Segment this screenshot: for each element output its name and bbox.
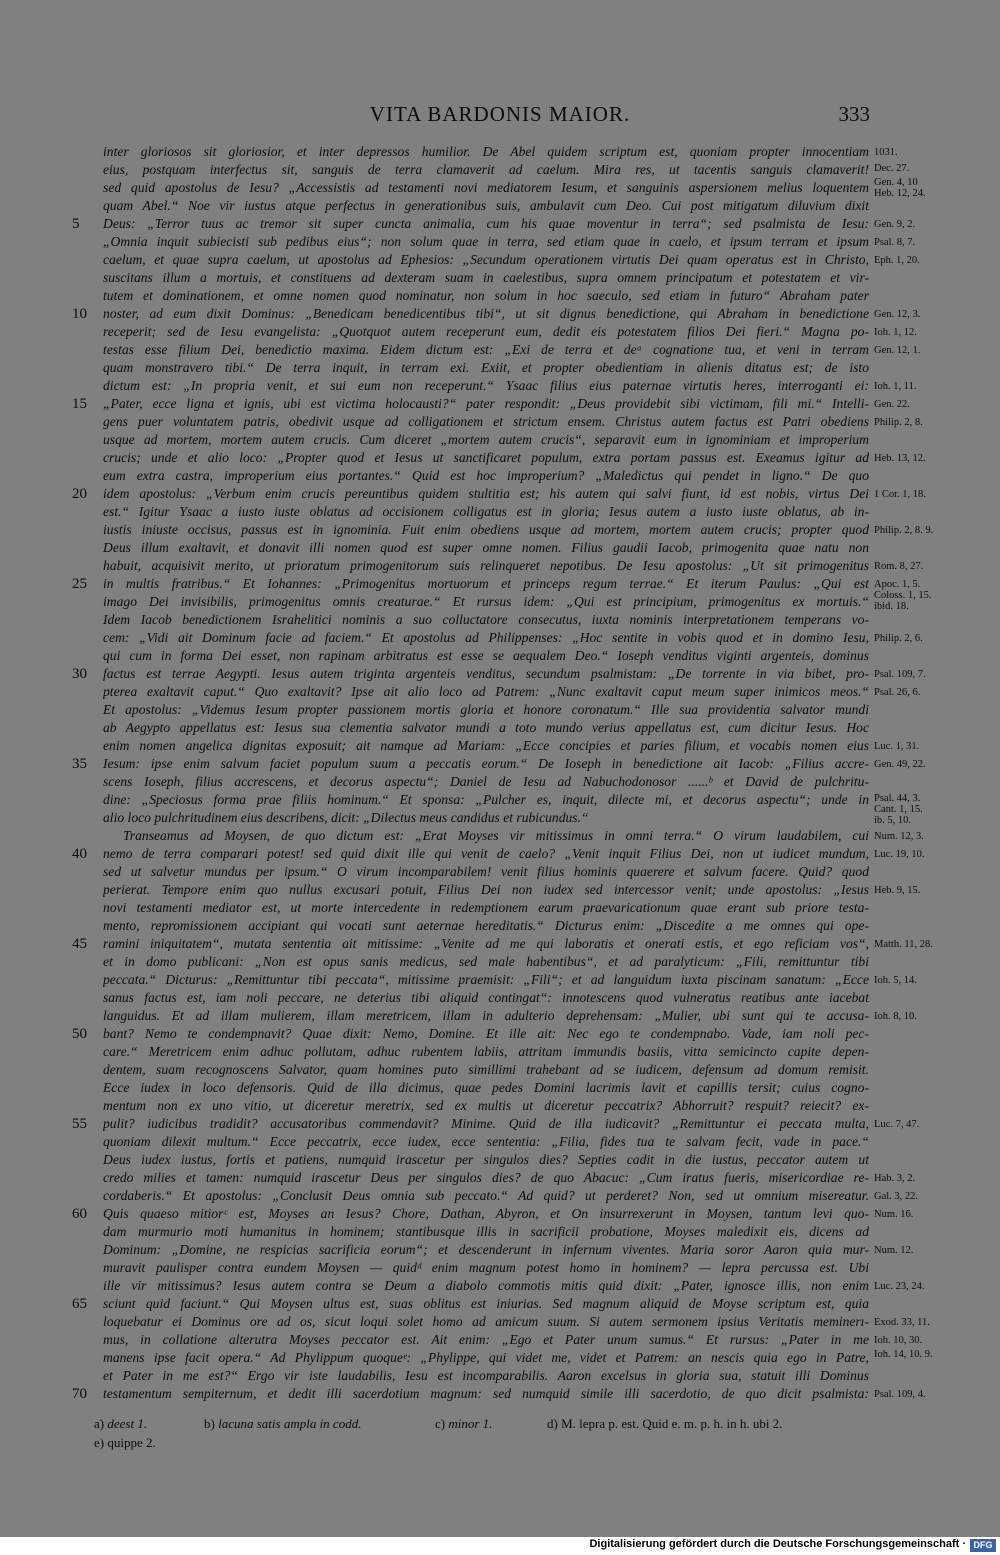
margin-note: Exod. 33, 11. xyxy=(874,1317,930,1328)
text-line: inter gloriosos sit gloriosior, et inter depressos humilior. De Abel quidem scriptum est, quoniam propter innocentiam xyxy=(103,144,869,159)
line-number: 25 xyxy=(72,576,87,592)
text-line: dine: „Speciosus forma prae filiis hominum.“ Et sponsa: „Pulcher es, inquit, dilecte mi, et decorus aspectu“; unde in xyxy=(103,792,869,807)
margin-note: Luc. 19, 10. xyxy=(874,849,925,860)
text-line: suscitans illum a mortuis, et constituens ad dexteram suam in caelestibus, supra omnem principatum et potestatem et vir- xyxy=(103,270,869,285)
text-line: Idem Iacob benedictionem Israhelitici nominis a suo colluctatore consecutus, iuxta nominis interpretationem temperans vo- xyxy=(103,612,869,627)
margin-note: Num. 12. xyxy=(874,1245,914,1256)
text-line: est.“ Igitur Ysaac a iusto iuste oblatus ad occisionem colligatus est in gloria; Iesus autem a iusto iuste oblatus, ab in- xyxy=(103,504,869,519)
line-number: 15 xyxy=(72,396,87,412)
margin-note: ibid. 18. xyxy=(874,601,909,612)
footnote-d xyxy=(547,1416,782,1432)
text-line: in multis fratribus.“ Et Iohannes: „Primogenitus mortuorum et princeps regum terrae.“ Et iterum Paulus: „Qui est xyxy=(103,576,869,591)
footnote-text: quippe 2. xyxy=(107,1435,156,1450)
text-line: qui cum in forma Dei esset, non rapinam arbitratus est esse se aequalem Deo.“ Ioseph venditus viginti argenteis, dominus xyxy=(103,648,869,663)
line-number: 5 xyxy=(72,216,80,232)
text-line: Iesum: ipse enim salvum faciet populum suum a peccatis eorum.“ De Ioseph in benedictione ait Iacob: „Filius accre- xyxy=(103,756,869,771)
margin-note: Cant. 1, 15. xyxy=(874,804,923,815)
text-line: care.“ Meretricem enim adhuc pollutam, adhuc rubentem labiis, attritam immundis basiis, vitta semicincto capite depen- xyxy=(103,1044,869,1059)
text-line: sed quid apostolus de Iesu? „Accessistis ad testamenti novi mediatorem Iesum, et sanguinis aspersionem melius loquentem xyxy=(103,180,869,195)
text-line: idem apostolus: „Verbum enim crucis pereuntibus quidem stultitia est; his autem qui salvi fiunt, id est nobis, virtus Dei xyxy=(103,486,869,501)
text-line: crucis; unde et alio loco: „Propter quod et Iesus ut sanctificaret populum, extra portam passus est. Exeamus igitur ad xyxy=(103,450,869,465)
text-line: loquebatur ei Dominus ore ad os, sicut loqui solet homo ad amicum suum. Si autem sermonem ipsius Veritatis meminerı- xyxy=(103,1314,869,1329)
text-line: credo milies et tamen: numquid irascetur Deus per singulos dies? de quo Abacuc: „Cum iratus fueris, misericordiae re- xyxy=(103,1170,869,1185)
text-line: alio loco pulchritudinem eius describens, dicit: „Dilectus meus candidus et rubicundus.“ xyxy=(103,810,589,825)
text-line: cem: „Vidi ait Dominum facie ad faciem.“ Et apostolus ad Philippenses: „Hoc sentite in vobis quod et in domino Iesu, xyxy=(103,630,869,645)
text-line: Ecce iudex in loco defensoris. Quid de illa dicimus, quae pedes Domini lacrimis lavit et capillis tersit; cuius cogno- xyxy=(103,1080,869,1095)
footnote-mark: c) xyxy=(435,1416,446,1431)
page-number: 333 xyxy=(838,102,870,126)
text-line: pulit? iudicibus tradidit? accusatoribus commendavit? Minime. Quid de illa iudicavit? „Remittuntur ei peccata multa, xyxy=(103,1116,869,1131)
text-line: manens ipse facit opera.“ Ad Phylippum quoqueᵉ: „Phylippe, qui videt me, videt et Patrem: an nescis quia ego in Patre, xyxy=(103,1350,869,1365)
running-title: VITA BARDONIS MAIOR. xyxy=(369,102,631,126)
line-number: 30 xyxy=(72,666,87,682)
margin-note: Gen. 12, 1. xyxy=(874,345,921,356)
margin-note: Gen. 22. xyxy=(874,399,910,410)
line-number: 65 xyxy=(72,1296,87,1312)
margin-note: Philip. 2, 8. 9. xyxy=(874,525,934,536)
text-line: scens Ioseph, filius accrescens, et decorus aspectu“; Daniel de Iesu ad Nabuchodonosor ......ᵇ et David de pulchritu- xyxy=(103,774,869,789)
line-number: 10 xyxy=(72,306,87,322)
margin-note: Coloss. 1, 15. xyxy=(874,590,932,601)
margin-note: Luc. 1, 31. xyxy=(874,741,920,752)
text-line: eius, postquam interfectus sit, sanguis de terra clamaverit ad caelum. Mira res, ut tacentis sanguis clamaverit! xyxy=(103,162,869,177)
margin-note: Rom. 8, 27. xyxy=(874,561,924,572)
footnote-mark: d) xyxy=(547,1416,558,1431)
margin-note: Hab. 3, 2. xyxy=(874,1173,916,1184)
text-line: nemo de terra comparari potest! sed quid dixit ille qui venit de caelo? „Venit inquit Filius Dei, non ut iudicet mundum, xyxy=(103,846,869,861)
text-line: mus, in collatione alterutra Moyses peccator est. Ait enim: „Ego et Pater unum sumus.“ Et rursus: „Pater in me xyxy=(103,1332,869,1347)
margin-note: 1031. xyxy=(874,147,898,158)
margin-note: Heb. 13, 12. xyxy=(874,453,926,464)
text-line: dam murmurio moti humanitus in hominem; stantibusque illis in sacrificii probatione, Moyses maledixit eis, dicens ad xyxy=(103,1224,869,1239)
text-line: habuit, acquisivit merito, ut prioratum primogenitorum suis relinqueret nepotibus. De Iesu apostolus: „Ut sit primogenitus xyxy=(103,558,869,573)
text-line: enim nomen angelica dignitas exposuit; ait namque ad Mariam: „Ecce concipies et paries filium, et vocabis nomen eius xyxy=(103,738,869,753)
footnote-text: M. lepra p. est. Quid e. m. p. h. in h. ubi 2. xyxy=(561,1416,783,1431)
text-line: dentem, suam recognoscens Salvator, quam homines puto simillimi trahebant ad se iudicem, defensum ad domum remisit. xyxy=(103,1062,869,1077)
text-line: et Pater in me est?“ Ergo vir iste laudabilis, Iesu est incomparabilis. Aaron excelsus in gloria sua, statuit illi Dominus xyxy=(103,1368,869,1383)
margin-note: Ioh. 1, 11. xyxy=(874,381,917,392)
text-line: sciunt quid faciunt.“ Qui Moysen ultus est, suas oblitus est iniurias. Sed magnum aliquid de Moyse scriptum est, quia xyxy=(103,1296,869,1311)
text-line: Deus: „Terror tuus ac tremor sit super cuncta animalia, cum his quae moventur in terra“; sed psalmista de Iesu: xyxy=(103,216,869,231)
text-line: Transeamus ad Moysen, de quo dictum est: „Erat Moyses vir mitissimus in omni terra.“ O virum laudabilem, cui xyxy=(123,828,869,843)
text-line: „Pater, ecce ligna et ignis, ubi est victima holocausti?“ pater respondit: „Deus providebit sibi victimam, fili mi.“ Intelli- xyxy=(103,396,869,411)
margin-note: Ioh. 8, 10. xyxy=(874,1011,917,1022)
margin-note: Eph. 1, 20. xyxy=(874,255,920,266)
footnote-text: lacuna satis ampla in codd. xyxy=(218,1416,362,1431)
text-line: eum extra castra, improperium eius portantes.“ Quid est hoc improperium? „Maledictus qui pendet in ligno.“ De quo xyxy=(103,468,869,483)
text-line: usque ad mortem, mortem autem crucis. Cum diceret „mortem autem crucis“, separavit eum in ignominiam et improperium xyxy=(103,432,869,447)
text-line: quoniam dilexit multum.“ Ecce peccatrix, ecce iudex, ecce sententia: „Filia, fides tua te salvam fecit, vade in pace.“ xyxy=(103,1134,869,1149)
text-line: testas esse filium Dei, benedictio maxima. Eidem dictum est: „Exi de terra et deᵃ cognatione tua, et veni in terram xyxy=(103,342,869,357)
line-number: 60 xyxy=(72,1206,87,1222)
dfg-logo-icon[interactable]: DFG xyxy=(970,1539,996,1552)
line-number: 35 xyxy=(72,756,87,772)
text-line: noster, ad eum dixit Dominus: „Benedicam benedicentibus tibi“, ut sit dignus benedictione, qui Abraham in benedictione xyxy=(103,306,869,321)
margin-note: Psal. 8, 7. xyxy=(874,237,916,248)
text-line: Deus illum exaltavit, et donavit illi nomen quod est super omne nomen. Filius gaudii Iacob, primogenita quae natu non xyxy=(103,540,869,555)
margin-note: Matth. 11, 28. xyxy=(874,939,933,950)
text-line: Et apostolus: „Videmus Iesum propter passionem mortis gloria et honore coronatum.“ Ille sua providentia salvator mundi xyxy=(103,702,869,717)
text-line: bant? Nemo te condempnavit? Quae dixit: Nemo, Domine. Et ille ait: Nec ego te condempnabo. Vade, iam noli pec- xyxy=(103,1026,869,1041)
footnote-mark: b) xyxy=(204,1416,215,1431)
margin-note: Gen. 12, 3. xyxy=(874,309,921,320)
margin-note: Psal. 26, 6. xyxy=(874,687,921,698)
margin-note: Apoc. 1, 5. xyxy=(874,579,921,590)
margin-note: Gal. 3, 22. xyxy=(874,1191,919,1202)
margin-note: Heb. 9, 15. xyxy=(874,885,921,896)
text-line: novi testamenti mediator est, ut morte intercedente in redemptionem earum praevaricationum quae erant sub priore testa- xyxy=(103,900,869,915)
text-line: Dominum: „Domine, ne respicias sacrificia eorum“; et descenderunt in infernum viventes. Maria soror Aaron quia mur- xyxy=(103,1242,869,1257)
footnote-b xyxy=(204,1416,361,1432)
margin-note: ib. 5, 10. xyxy=(874,815,912,826)
line-number: 45 xyxy=(72,936,87,952)
text-line: pterea exaltavit caput.“ Quo exaltavit? Ipse ait alio loco ad Patrem: „Nunc exaltavit caput meum super inimicos meos.“ xyxy=(103,684,869,699)
text-line: perierat. Tempore enim quo nullus excusari potuit, Filius Dei non iudex sed intercessor venit; unde apostolus: „Iesus xyxy=(103,882,869,897)
text-line: factus est terrae Aegypti. Iesus autem triginta argenteis venditus, secundum psalmistam: „De torrente in via bibet, pro- xyxy=(103,666,869,681)
margin-note: Gen. 49, 22. xyxy=(874,759,926,770)
margin-note: Philip. 2, 6. xyxy=(874,633,923,644)
margin-note: Luc. 23, 24. xyxy=(874,1281,925,1292)
footnote-text: minor 1. xyxy=(448,1416,493,1431)
margin-note: Heb. 12, 24. xyxy=(874,188,926,199)
line-number: 20 xyxy=(72,486,87,502)
margin-note: Gen. 4, 10 xyxy=(874,177,918,188)
text-line: ille vir mitissimus? Iesus autem contra se Deum a diabolo commotis mitis quid dixit: „Pater, ignosce illis, non enim xyxy=(103,1278,869,1293)
line-number: 50 xyxy=(72,1026,87,1042)
text-line: sed ut salvetur mundus per ipsum.“ O virum incomparabilem! venit filius hominis quaerere et salvum facere. Quid? quod xyxy=(103,864,869,879)
text-line: quam Abel.“ Noe vir iustus atque perfectus in generationibus suis, ambulavit cum Deo. Cui post mitigatum diluvium dixit xyxy=(103,198,869,213)
text-line: tutem et dominationem, et omne nomen quod nominatur, non solum in hoc saeculo, sed etiam in futuro“ Abraham pater xyxy=(103,288,869,303)
funding-credit: Digitalisierung gefördert durch die Deutsche Forschungsgemeinschaft · xyxy=(589,1538,966,1550)
margin-note: Philip. 2, 8. xyxy=(874,417,923,428)
margin-note: Ioh. 5, 14. xyxy=(874,975,917,986)
margin-note: Ioh. 14, 10. 9. xyxy=(874,1349,933,1360)
text-line: gens puer voluntatem patris, obedivit usque ad colligationem et strictum ensem. Christus autem factus est Patri obediens xyxy=(103,414,869,429)
margin-note: Dec. 27. xyxy=(874,163,910,174)
line-number: 70 xyxy=(72,1386,87,1402)
text-line: mentum non ex uno vitio, ut diceretur meretrix, sed ex multis ut diceretur peccatrix? Abhorruit? respuit? reiecit? ex- xyxy=(103,1098,869,1113)
margin-note: Psal. 44, 3. xyxy=(874,793,921,804)
line-number: 40 xyxy=(72,846,87,862)
footnote-e xyxy=(94,1435,156,1451)
footnote-a xyxy=(94,1416,147,1432)
text-line: receperit; sed de Iesu evangelista: „Quotquot autem receperunt eum, dedit eis potestatem filios Dei fieri.“ Magna po- xyxy=(103,324,869,339)
footer-bar xyxy=(0,1537,1000,1555)
line-number: 55 xyxy=(72,1116,87,1132)
text-line: ramini iniquitatem“, mutata sententia ait mitissime: „Venite ad me qui laboratis et onerati estis, et ego reficiam vos“, xyxy=(103,936,869,951)
text-line: cordaberis.“ Et apostolus: „Conclusit Deus omnia sub peccato.“ Ad quid? ut perderet? Non, sed ut omnium misereatur. xyxy=(103,1188,869,1203)
footnote-text: deest 1. xyxy=(107,1416,148,1431)
text-line: „Omnia inquit subiecisti sub pedibus eius“; non solum quae in terra, sed etiam quae in caelo, et ipsum terram et ipsum xyxy=(103,234,869,249)
margin-note: Num. 12, 3. xyxy=(874,831,924,842)
text-line: dictum est: „In propria venit, et sui eum non receperunt.“ Ysaac filius eius paternae virtutis heres, interroganti ei: xyxy=(103,378,869,393)
margin-note: Psal. 109, 4. xyxy=(874,1389,926,1400)
margin-note: Luc. 7, 47. xyxy=(874,1119,920,1130)
margin-note: Num. 16. xyxy=(874,1209,914,1220)
text-line: testamentum sempiternum, et dedit illi sacerdotium magnum: sed numquid simile illi sacerdotio, de quo dicit psalmista: xyxy=(103,1386,869,1401)
text-line: Quis quaeso mitiorᶜ est, Moyses an Iesus? Chore, Dathan, Abyron, et On insurrexerunt in Moysen, tantum levi quo- xyxy=(103,1206,869,1221)
text-line: quam monstravero tibi.“ De terra inquit, in terram exi. Exiit, et propter obedientiam in alienis ditatus est; de isto xyxy=(103,360,869,375)
text-line: iustis iniuste occisus, passus est in ignominia. Fuit enim obediens usque ad mortem, mortem autem crucis; propter quod xyxy=(103,522,869,537)
text-line: ab Aegypto appellatus est: Iesus sua clementia salvator mundi a toto mundo verius appellatus est, cum dicitur Iesus. Hoc xyxy=(103,720,869,735)
text-line: Deus iudex iustus, fortis et patiens, numquid irascetur per singulos dies? Septies cadit in die iustus, peccator autem ut xyxy=(103,1152,869,1167)
text-line: et in domo publicani: „Non est opus sanis medicus, sed male habentibus“, et ad paralyticum: „Fili, remittuntur tibi xyxy=(103,954,869,969)
footnote-mark: e) xyxy=(94,1435,105,1450)
margin-note: Ioh. 10, 30. xyxy=(874,1335,923,1346)
margin-note: Ioh. 1, 12. xyxy=(874,327,917,338)
text-line: caelum, et quae supra caelum, ut apostolus ad Ephesios: „Secundum operationem virtutis Dei quam operatus est in Christo, xyxy=(103,252,869,267)
margin-note: 1 Cor. 1, 18. xyxy=(874,489,926,500)
text-line: mento, repromissionem accipiant qui vocati sunt aeternae hereditatis.“ Dicturus enim: „Discedite a me omnes qui ope- xyxy=(103,918,869,933)
text-line: sanus factus est, iam noli peccare, ne deterius tibi aliquid contingat“: innotescens quod vulneratus reatibus ante iacebat xyxy=(103,990,869,1005)
text-line: languidus. Et ad illam mulierem, illam meretricem, illam in adulterio deprehensam: „Mulier, ubi sunt qui te accusa- xyxy=(103,1008,869,1023)
margin-note: Psal. 109, 7. xyxy=(874,669,926,680)
text-line: muravit paulisper contra eundem Moysen — quidᵈ enim magnum potest homo in hominem? — lepra percussa est. Ubi xyxy=(103,1260,869,1275)
text-line: imago Dei invisibilis, primogenitus omnis creaturae.“ Et rursus idem: „Qui est principium, primogenitus ex mortuis.“ xyxy=(103,594,869,609)
text-line: peccata.“ Dicturus: „Remittuntur tibi peccata“, mitissime praemisit: „Fili“; et ad languidum iuxta piscinam sanatum: „Ecce xyxy=(103,972,869,987)
running-head xyxy=(0,102,1000,130)
footnote-mark: a) xyxy=(94,1416,105,1431)
margin-note: Gen. 9, 2. xyxy=(874,219,916,230)
footnote-c xyxy=(435,1416,492,1432)
